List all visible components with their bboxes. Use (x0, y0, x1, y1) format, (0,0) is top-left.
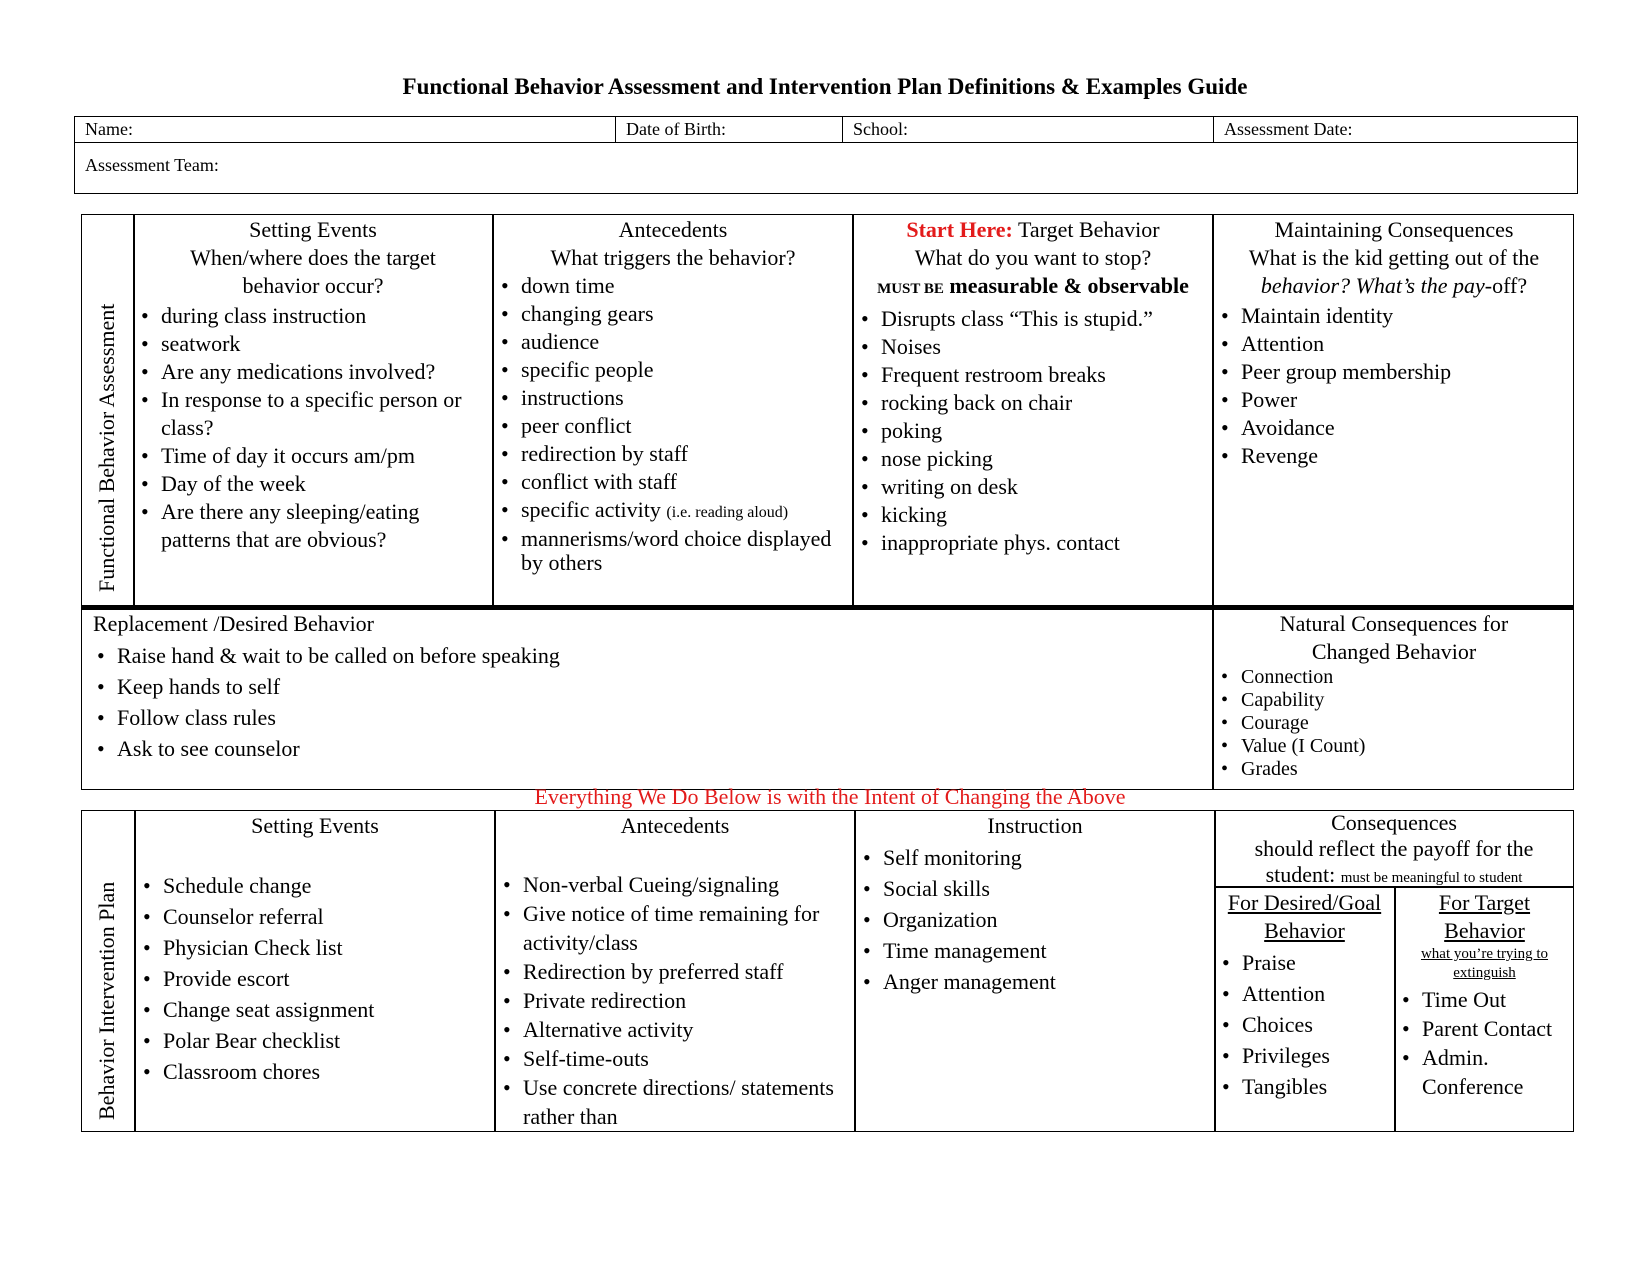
bip-instruction (859, 812, 1211, 997)
extinguish-note: what you’re trying to extinguish (1420, 946, 1549, 981)
list-item: • Avoidance (1217, 414, 1571, 442)
maintaining-heading: Maintaining Consequences (1274, 217, 1514, 242)
list-item: • Alternative activity (499, 1015, 851, 1044)
antecedents-question: What triggers the behavior? (550, 245, 796, 270)
list-item: • Peer group membership (1217, 358, 1571, 386)
setting-events-heading: Setting Events (249, 217, 377, 242)
list-item: • Revenge (1217, 442, 1571, 470)
banner-text: Everything We Do Below is with the Intent of Changing the Above (534, 784, 1126, 809)
consequences-heading: Consequences (1331, 810, 1457, 835)
assessment-date-field[interactable]: Assessment Date: (1224, 119, 1353, 139)
natural-heading-2: Changed Behavior (1311, 639, 1477, 664)
list-item: • Are any medications involved? (137, 358, 489, 386)
list-item: • Power (1217, 386, 1571, 414)
list-item: • peer conflict (497, 412, 849, 440)
list-item: • Choices (1218, 1009, 1391, 1040)
bip-setting-events-heading: Setting Events (251, 813, 379, 838)
list-item: • Time of day it occurs am/pm (137, 442, 489, 470)
list-item: • Parent Contact (1398, 1014, 1571, 1043)
maintaining-question-2 (1217, 272, 1571, 300)
list-item: • Courage (1217, 712, 1571, 735)
list-item: • redirection by staff (497, 440, 849, 468)
bip-consequences-header (1217, 810, 1571, 891)
replacement-behavior (93, 610, 1203, 764)
bip-setting-events (139, 812, 491, 1130)
info-row (75, 117, 1577, 143)
list-item: • Tangibles (1218, 1071, 1391, 1102)
list-item: • Praise (1218, 947, 1391, 978)
fba-side-label: Functional Behavior Assessment (94, 303, 119, 592)
desired-goal-heading: For Desired/Goal Behavior (1227, 890, 1382, 943)
consequences-sub-2 (1217, 862, 1571, 891)
antecedents-heading: Antecedents (618, 217, 728, 242)
list-item: • Attention (1218, 978, 1391, 1009)
list-item: • Connection (1217, 666, 1571, 689)
list-item: • inappropriate phys. contact (857, 529, 1209, 557)
student-label: student: (1265, 862, 1336, 887)
list-item: • Counselor referral (139, 901, 491, 932)
list-item: • poking (857, 417, 1209, 445)
list-item: • changing gears (497, 300, 849, 328)
list-item: • Keep hands to self (93, 671, 1203, 702)
list-item: • Time Out (1398, 985, 1571, 1014)
replacement-heading: Replacement /Desired Behavior (93, 611, 375, 636)
list-item: • during class instruction (137, 302, 489, 330)
fba-antecedents (497, 216, 849, 575)
specific-activity-note: (i.e. reading aloud) (666, 504, 789, 521)
list-item: • Give notice of time remaining for activity/class (499, 899, 851, 957)
list-item: • Time management (859, 935, 1211, 966)
list-item: • Physician Check list (139, 932, 491, 963)
list-item: • conflict with staff (497, 468, 849, 496)
list-item: • seatwork (137, 330, 489, 358)
name-field[interactable]: Name: (85, 119, 133, 139)
list-item: • Self-time-outs (499, 1044, 851, 1073)
list-item: • Anger management (859, 966, 1211, 997)
list-item: • Privileges (1218, 1040, 1391, 1071)
list-item: • Non-verbal Cueing/signaling (499, 870, 851, 899)
list-item: • Capability (1217, 689, 1571, 712)
list-item: • Private redirection (499, 986, 851, 1015)
list-item: • Attention (1217, 330, 1571, 358)
list-item: • Classroom chores (139, 1056, 491, 1087)
list-item: • Grades (1217, 758, 1571, 781)
list-item: • audience (497, 328, 849, 356)
fba-setting-events (137, 216, 489, 554)
target-behavior-label: Target Behavior (1017, 217, 1160, 242)
fba-maintaining-consequences (1217, 216, 1571, 470)
fba-target-behavior (857, 216, 1209, 557)
list-item: • Ask to see counselor (93, 733, 1203, 764)
natural-heading: Natural Consequences for (1279, 611, 1509, 636)
natural-consequences (1217, 610, 1571, 781)
list-item: • Change seat assignment (139, 994, 491, 1025)
target-heading (857, 216, 1209, 244)
school-field[interactable]: School: (853, 119, 909, 139)
list-item: • Noises (857, 333, 1209, 361)
list-item: • Self monitoring (859, 842, 1211, 873)
bip-antecedents-heading: Antecedents (620, 813, 730, 838)
meaningful-note: must be meaningful to student (1340, 870, 1523, 886)
consequences-sub: should reflect the payoff for the (1254, 836, 1534, 861)
list-item: • Frequent restroom breaks (857, 361, 1209, 389)
list-item: • specific people (497, 356, 849, 384)
setting-events-question: When/where does the target (190, 245, 436, 270)
list-item: • writing on desk (857, 473, 1209, 501)
dob-field[interactable]: Date of Birth: (626, 119, 726, 139)
list-item: • mannerisms/word choice displayed by others (497, 527, 849, 575)
list-item: • Raise hand & wait to be called on before speaking (93, 640, 1203, 671)
target-behavior-consequences (1398, 889, 1571, 1101)
desired-goal-consequences (1218, 889, 1391, 1102)
list-item: • In response to a specific person or class? (137, 386, 489, 442)
bip-antecedents (499, 812, 851, 1130)
list-item: • nose picking (857, 445, 1209, 473)
list-item: • Use concrete directions/ statements rather than (499, 1073, 851, 1130)
list-item: • Admin. Conference (1398, 1043, 1571, 1101)
list-item: • rocking back on chair (857, 389, 1209, 417)
list-item: • Value (I Count) (1217, 735, 1571, 758)
list-item: • instructions (497, 384, 849, 412)
list-item: • down time (497, 272, 849, 300)
list-item: • Schedule change (139, 870, 491, 901)
instruction-heading: Instruction (987, 813, 1083, 838)
assessment-team-field[interactable]: Assessment Team: (85, 155, 219, 175)
maintaining-question: What is the kid getting out of the (1248, 245, 1540, 270)
measurable-label: measurable & observable (949, 273, 1189, 298)
list-item: • kicking (857, 501, 1209, 529)
start-here-label: Start Here: (906, 217, 1013, 242)
list-item: • Redirection by preferred staff (499, 957, 851, 986)
bip-side-label: Behavior Intervention Plan (94, 881, 119, 1120)
must-be-label: MUST BE (877, 281, 944, 297)
list-item: • Are there any sleeping/eating patterns that are obvious? (137, 498, 489, 554)
list-item: • Polar Bear checklist (139, 1025, 491, 1056)
setting-events-question-2: behavior occur? (242, 273, 384, 298)
maintaining-italic: behavior? What’s the pay- (1260, 273, 1493, 298)
page-title: Functional Behavior Assessment and Intervention Plan Definitions & Examples Guide (402, 74, 1248, 99)
student-info-table (74, 116, 1578, 194)
list-item: • Social skills (859, 873, 1211, 904)
list-item: • Disrupts class “This is stupid.” (857, 305, 1209, 333)
list-item: • Follow class rules (93, 702, 1203, 733)
target-requirement (857, 272, 1209, 303)
target-consequence-heading: For Target Behavior (1438, 890, 1531, 943)
list-item: • Organization (859, 904, 1211, 935)
list-item: • Maintain identity (1217, 302, 1571, 330)
specific-activity-text: specific activity (521, 497, 661, 522)
target-question: What do you want to stop? (914, 245, 1152, 270)
list-item (497, 496, 849, 527)
list-item: • Day of the week (137, 470, 489, 498)
maintaining-tail: off? (1492, 273, 1528, 298)
list-item: • Provide escort (139, 963, 491, 994)
